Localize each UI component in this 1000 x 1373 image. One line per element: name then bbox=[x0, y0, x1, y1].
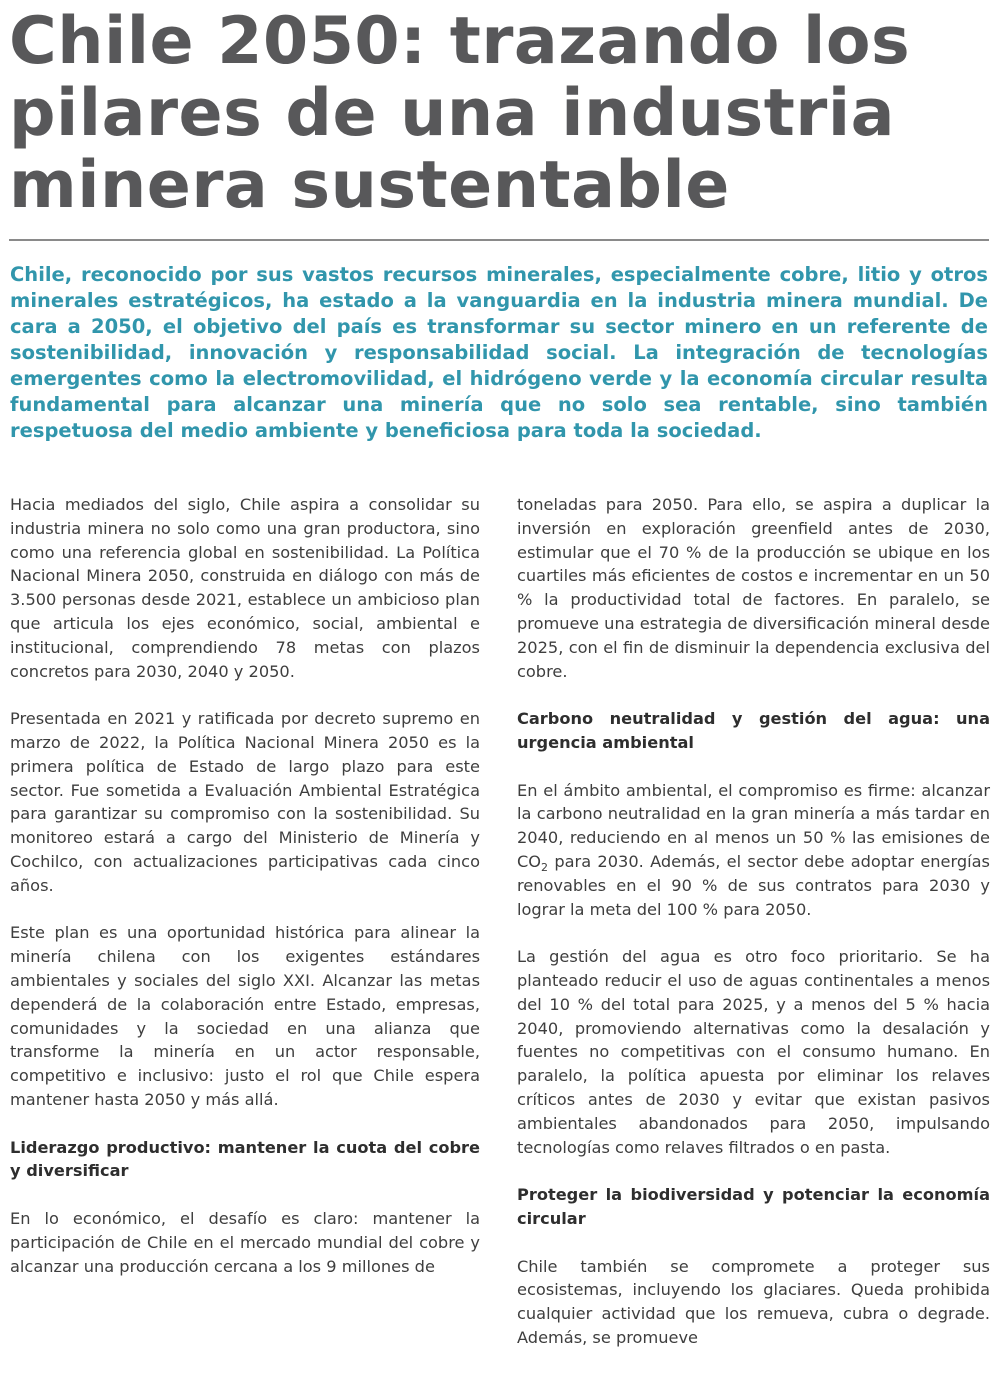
title-divider bbox=[9, 239, 989, 241]
co2-subscript: 2 bbox=[541, 861, 549, 875]
co2-text-before: En el ámbito ambiental, el compromiso es firme: alcanzar la carbono neutralidad en la gran minería a más tardar en 2040, reduciendo en al menos un 50 % las emisiones de CO bbox=[517, 780, 990, 871]
right-column bbox=[517, 493, 990, 1373]
section-heading-liderazgo: Liderazgo productivo: mantener la cuota del cobre y diversificar bbox=[10, 1137, 480, 1181]
right-paragraph-3: La gestión del agua es otro foco prioritario. Se ha planteado reducir el uso de aguas continentales a menos del 10 % del total para 2025, y a menos del 5 % hacia 2040, promoviendo alternativas como la desalación y fuentes no competitivas con el consumo humano. En paralelo, la política apuesta por eliminar los relaves críticos antes de 2030 y evitar que existan pasivos ambientales abandonados para 2050, impulsando tecnologías como relaves filtrados o en pasta. bbox=[517, 947, 990, 1157]
section-heading-carbono: Carbono neutralidad y gestión del agua: una urgencia ambiental bbox=[517, 709, 990, 752]
co2-text-after: para 2030. Además, el sector debe adoptar energías renovables en el 90 % de sus contratos para 2030 y lograr la meta del 100 % para 2050. bbox=[517, 851, 990, 919]
left-paragraph-3: Este plan es una oportunidad histórica para alinear la minería chilena con los exigentes estándares ambientales y sociales del siglo XXI. Alcanzar las metas dependerá de la colaboración entre Estado, empresas, comunidades y la sociedad en una alianza que transforme la minería en un actor responsable, competitivo e inclusivo: justo el rol que Chile espera mantener hasta 2050 y más allá. bbox=[10, 923, 480, 1109]
section-heading-biodiversidad: Proteger la biodiversidad y potenciar la economía circular bbox=[517, 1185, 990, 1228]
right-paragraph-1: toneladas para 2050. Para ello, se aspira a duplicar la inversión en exploración greenfield antes de 2030, estimular que el 70 % de la producción se ubique en los cuartiles más eficientes de costos e incrementar en un 50 % la productividad total de factores. En paralelo, se promueve una estrategia de diversificación mineral desde 2025, con el fin de disminuir la dependencia exclusiva del cobre. bbox=[517, 495, 990, 681]
article-lead: Chile, reconocido por sus vastos recursos minerales, especialmente cobre, litio y otros minerales estratégicos, ha estado a la vanguardia en la industria minera mundial. De cara a 2050, el objetivo del país es transformar su sector minero en un referente de sostenibilidad, innovación y responsabilidad social. La integración de tecnologías emergentes como la electromovilidad, el hidrógeno verde y la economía circular resulta fundamental para alcanzar una minería que no solo sea rentable, sino también respetuosa del medio ambiente y beneficiosa para toda la sociedad. bbox=[10, 263, 988, 442]
left-column bbox=[10, 493, 480, 1302]
left-paragraph-2: Presentada en 2021 y ratificada por decreto supremo en marzo de 2022, la Política Nacional Minera 2050 es la primera política de Estado de largo plazo para este sector. Fue sometida a Evaluación Ambiental Estratégica para garantizar su compromiso con la sostenibilidad. Su monitoreo estará a cargo del Ministerio de Minería y Cochilco, con actualizaciones participativas cada cinco años. bbox=[10, 709, 480, 895]
right-paragraph-4: Chile también se compromete a proteger sus ecosistemas, incluyendo los glaciares. Queda prohibida cualquier actividad que los remueva, cubra o degrade. Además, se promueve bbox=[517, 1256, 990, 1347]
left-paragraph-4: En lo económico, el desafío es claro: mantener la participación de Chile en el mercado mundial del cobre y alcanzar una producción cercana a los 9 millones de bbox=[10, 1208, 480, 1276]
right-paragraph-2 bbox=[517, 779, 990, 922]
left-paragraph-1: Hacia mediados del siglo, Chile aspira a consolidar su industria minera no solo como una gran productora, sino como una referencia global en sostenibilidad. La Política Nacional Minera 2050, construida en diálogo con más de 3.500 personas desde 2021, establece un ambicioso plan que articula los ejes económico, social, ambiental e institucional, comprendiendo 78 metas con plazos concretos para 2030, 2040 y 2050. bbox=[10, 495, 480, 681]
article-title: Chile 2050: trazando los pilares de una industria minera sustentable bbox=[9, 4, 911, 223]
